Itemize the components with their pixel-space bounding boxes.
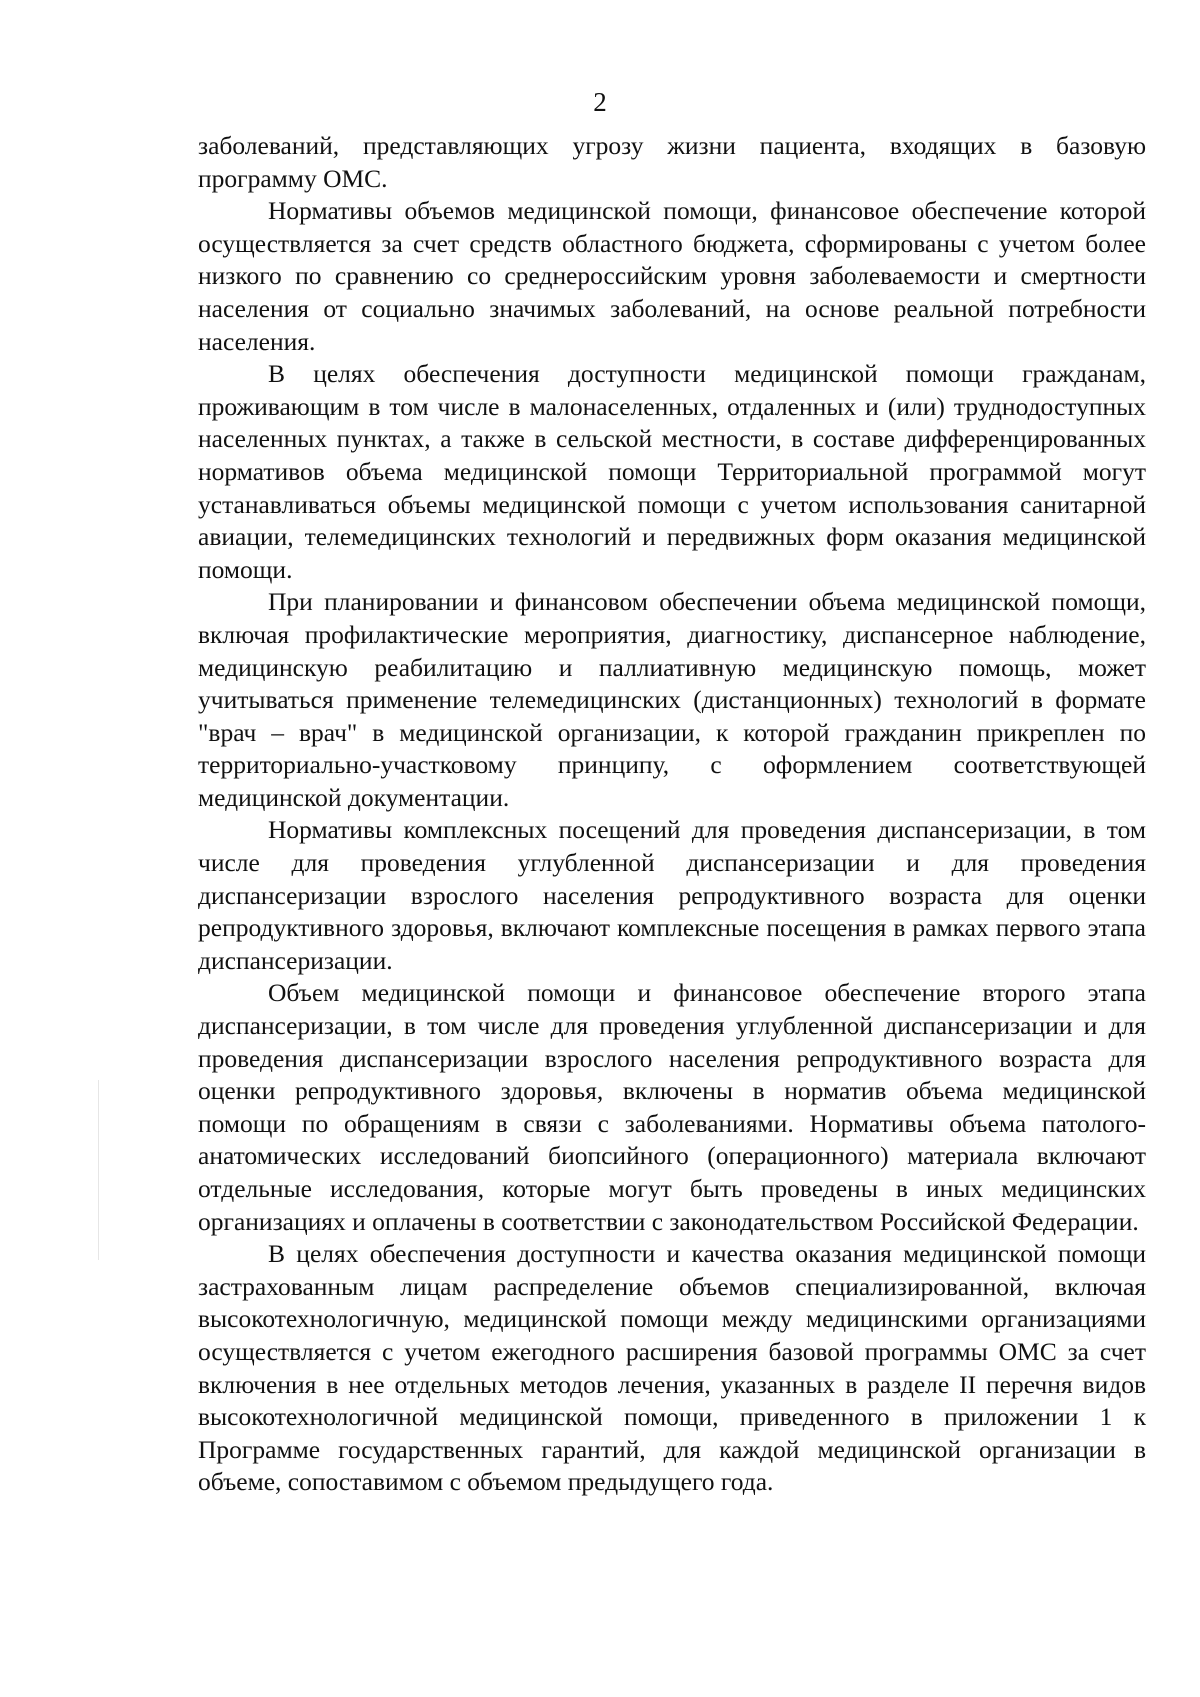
paragraph-dispensary-visit-norms: Нормативы комплексных посещений для проведения диспансеризации, в том числе для проведения углубленной диспансеризации и для проведения диспансеризации взрослого населения репродуктивного возраста для оценки репродуктивного здоровья, включают комплексные посещения в рамках первого этапа диспансеризации. <box>198 815 1146 975</box>
scan-edge-mark <box>98 1080 99 1260</box>
page-number: 2 <box>593 87 607 117</box>
paragraph-specialized-care-distribution: В целях обеспечения доступности и качества оказания медицинской помощи застрахованным лицам распределение объемов специализированной, включая высокотехнологичную, медицинской помощи между медицинскими организациями осуществляется с учетом ежегодного расширения базовой программы ОМС за счет включения в нее отдельных методов лечения, указанных в разделе II перечня видов высокотехнологичной медицинской помощи, приведенного в приложении 1 к Программе государственных гарантий, для каждой медицинской организации в объеме, сопоставимом с объемом предыдущего года. <box>198 1239 1146 1497</box>
paragraph-accessibility-remote-areas: В целях обеспечения доступности медицинской помощи гражданам, проживающим в том числе в малонаселенных, отдаленных и (или) труднодоступных населенных пунктах, а также в сельской местности, в составе дифференцированных нормативов объема медицинской помощи Территориальной программой могут устанавливаться объемы медицинской помощи с учетом использования санитарной авиации, телемедицинских технологий и передвижных форм оказания медицинской помощи. <box>198 359 1146 584</box>
paragraph-second-stage-dispensary: Объем медицинской помощи и финансовое обеспечение второго этапа диспансеризации, в том числе для проведения углубленной диспансеризации и для проведения диспансеризации взрослого населения репродуктивного возраста для оценки репродуктивного здоровья, включены в норматив объема медицинской помощи по обращениям в связи с заболеваниями. Нормативы объема патолого-анатомических исследований биопсийного (операционного) материала включают отдельные исследования, которые могут быть проведены в иных медицинских организациях и оплачены в соответствии с законодательством Российской Федерации. <box>198 978 1146 1236</box>
paragraph-continuation: заболеваний, представляющих угрозу жизни пациента, входящих в базовую программу ОМС. <box>198 131 1146 193</box>
paragraph-volume-norms-regional-budget: Нормативы объемов медицинской помощи, финансовое обеспечение которой осуществляется за счет средств областного бюджета, сформированы с учетом более низкого по сравнению со среднероссийским уровня заболеваемости и смертности населения от социально значимых заболеваний, на основе реальной потребности населения. <box>198 196 1146 356</box>
paragraph-telemedicine-planning: При планировании и финансовом обеспечении объема медицинской помощи, включая профилактические мероприятия, диагностику, диспансерное наблюдение, медицинскую реабилитацию и паллиативную медицинскую помощь, может учитываться применение телемедицинских (дистанционных) технологий в формате "врач – врач" в медицинской организации, к которой гражданин прикреплен по территориально-участковому принципу, с оформлением соответствующей медицинской документации. <box>198 587 1146 812</box>
document-body <box>198 130 1146 1499</box>
